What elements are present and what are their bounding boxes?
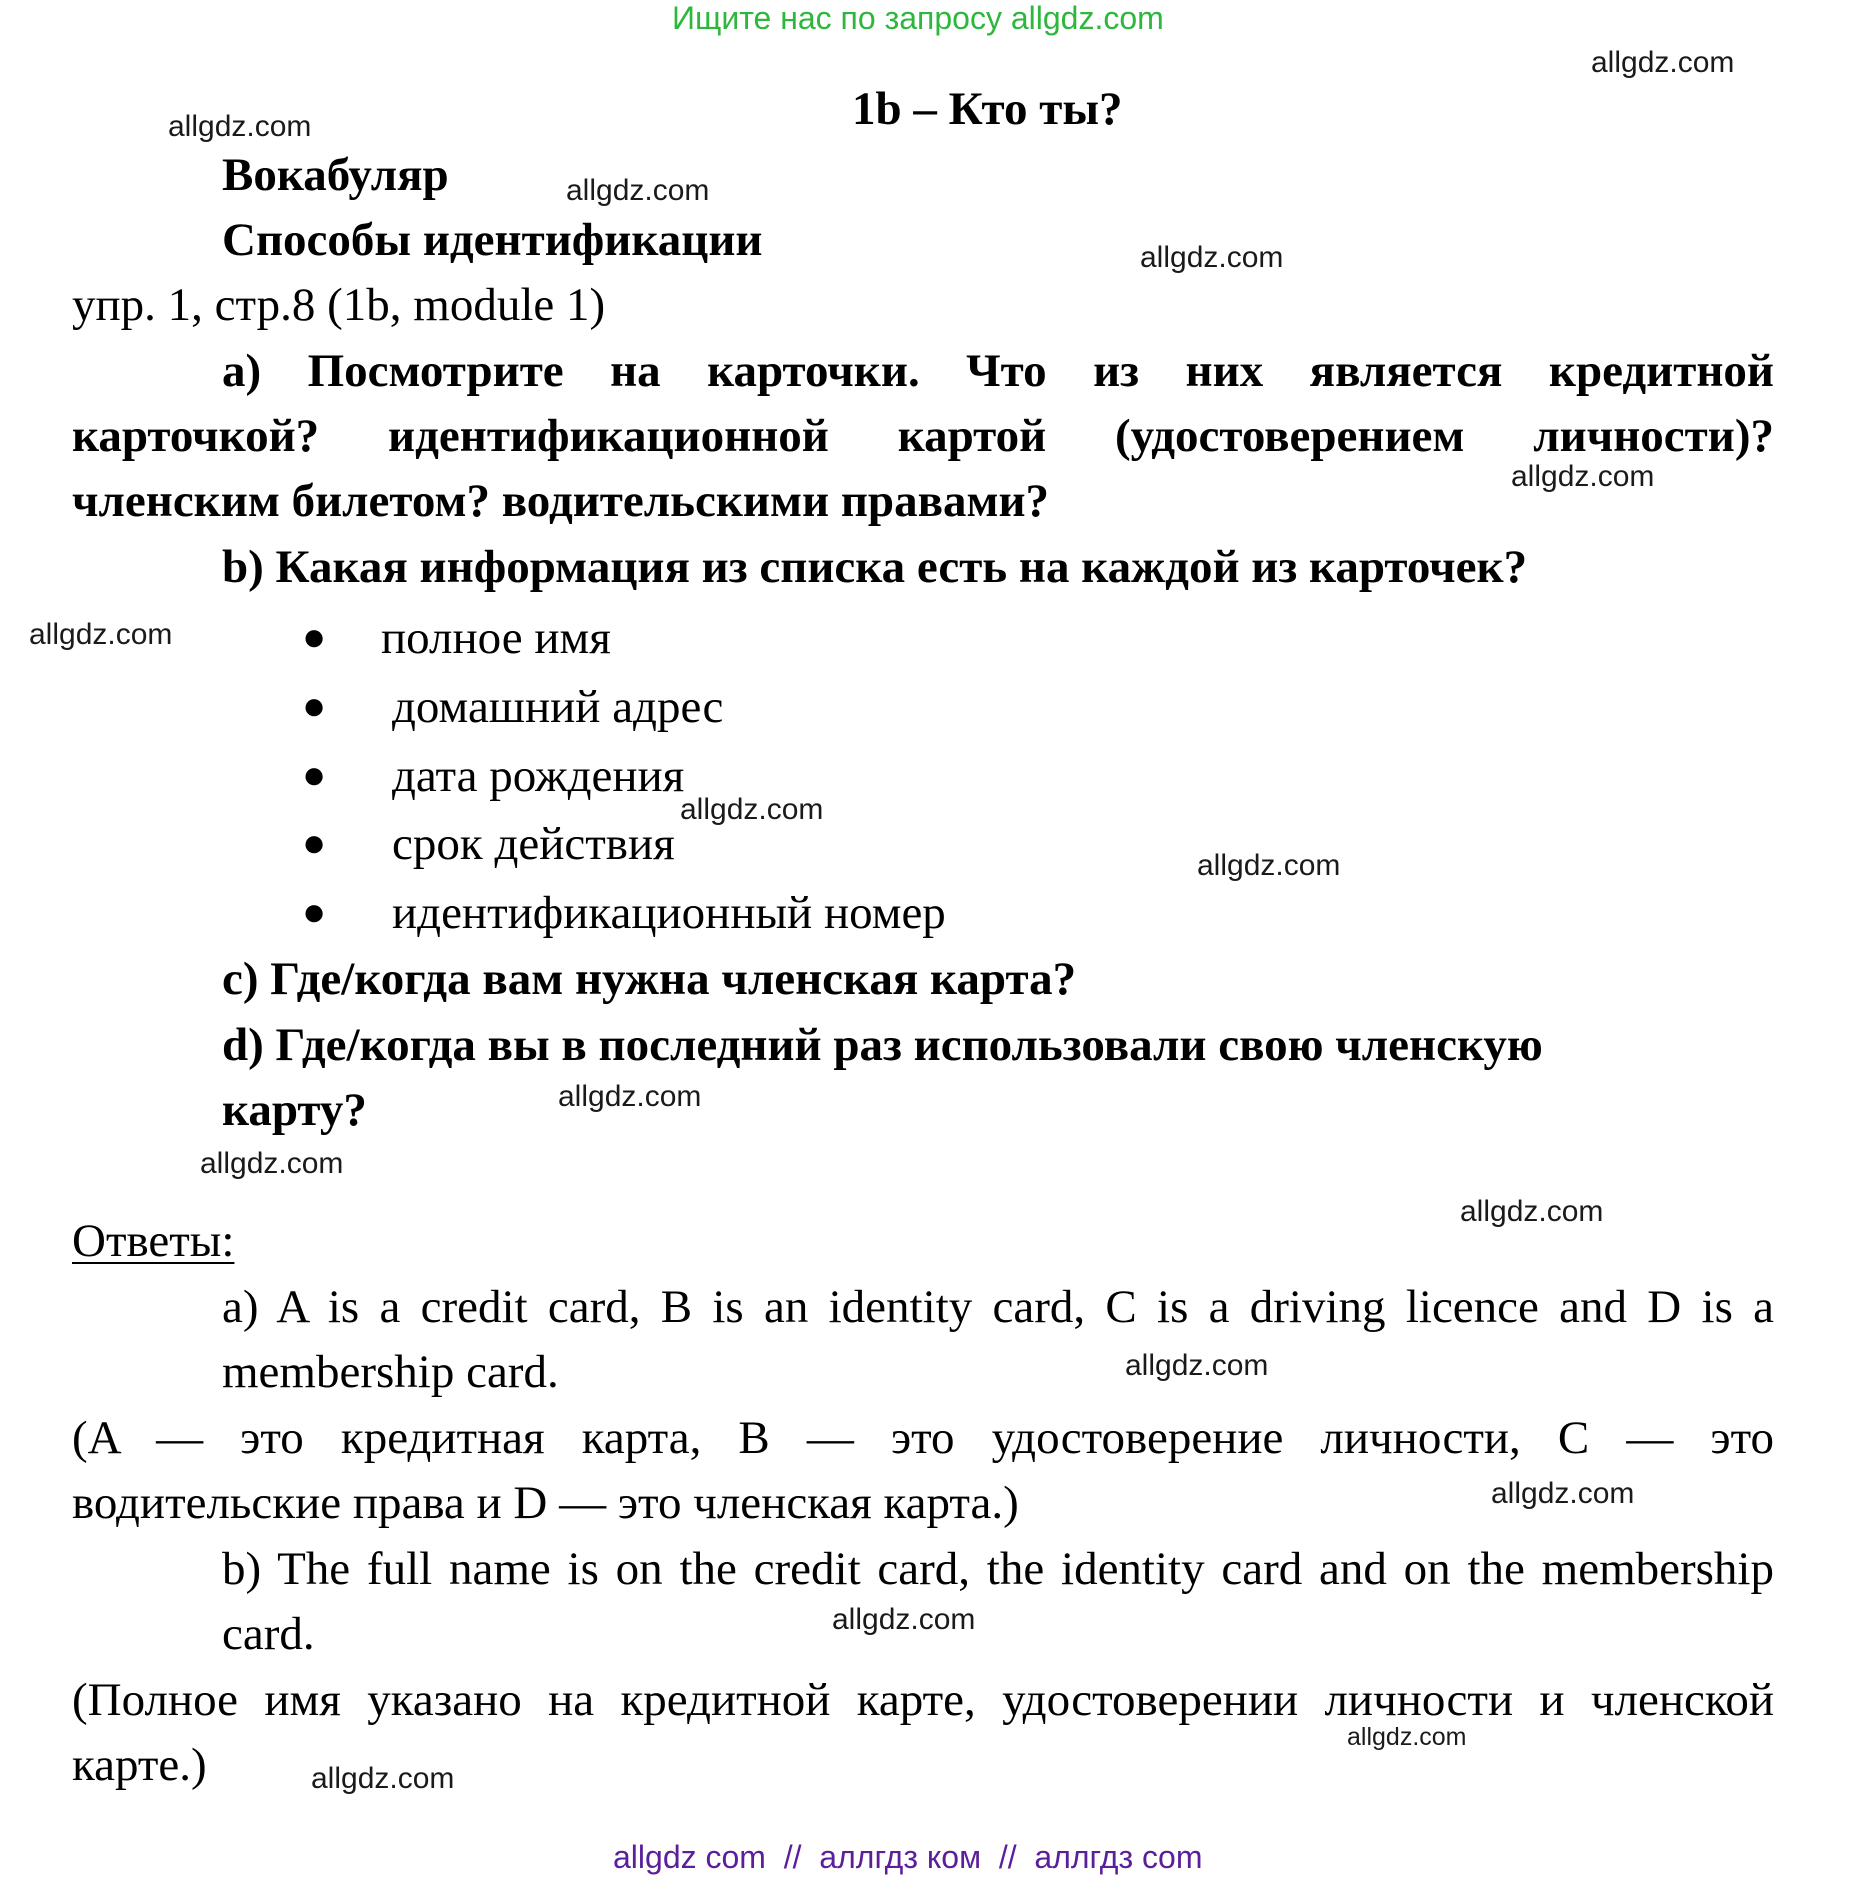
answers-heading: Ответы:	[72, 1215, 235, 1267]
question-c: c) Где/когда вам нужна членская карта?	[222, 953, 1077, 1005]
watermark: allgdz.com	[558, 1080, 702, 1113]
question-b: b) Какая информация из списка есть на каждой из карточек?	[222, 541, 1528, 593]
answer-a-ru-line2: водительские права и D — это членская карта.)	[72, 1477, 1019, 1529]
watermark: allgdz.com	[1491, 1477, 1635, 1510]
watermark: allgdz.com	[1197, 849, 1341, 882]
watermark: allgdz.com	[1347, 1723, 1467, 1751]
exercise-reference: упр. 1, стр.8 (1b, module 1)	[72, 279, 606, 331]
watermark: allgdz.com	[1125, 1349, 1269, 1382]
bullet-icon: ●	[302, 889, 327, 934]
answer-b-ru-line1: (Полное имя указано на кредитной карте, удостоверении личности и членской	[72, 1674, 1774, 1726]
bullet-icon: ●	[302, 683, 327, 728]
watermark: allgdz.com	[1591, 46, 1735, 79]
question-a-line3: членским билетом? водительскими правами?	[72, 475, 1050, 527]
bullet-icon: ●	[302, 614, 327, 659]
list-item: срок действия	[392, 818, 675, 870]
answer-b-ru-line2: карте.)	[72, 1739, 207, 1791]
question-a-line1: a) Посмотрите на карточки. Что из них является кредитной	[222, 345, 1774, 397]
watermark: allgdz.com	[29, 618, 173, 651]
watermark: allgdz.com	[168, 110, 312, 143]
watermark: allgdz.com	[1511, 460, 1655, 493]
top-banner: Ищите нас по запросу allgdz.com	[672, 0, 1164, 36]
watermark: allgdz.com	[1460, 1195, 1604, 1228]
vocab-subheading: Способы идентификации	[222, 214, 763, 266]
list-item: дата рождения	[392, 750, 685, 802]
watermark: allgdz.com	[311, 1762, 455, 1795]
answer-a-en-line2: membership card.	[222, 1346, 559, 1398]
list-item: идентификационный номер	[392, 887, 946, 939]
watermark: allgdz.com	[832, 1603, 976, 1636]
watermark: allgdz.com	[1140, 241, 1284, 274]
question-d-line1: d) Где/когда вы в последний раз использовали свою членскую	[222, 1019, 1543, 1071]
answer-a-en-line1: a) A is a credit card, B is an identity card, C is a driving licence and D is a	[222, 1281, 1774, 1333]
question-d-line2: карту?	[222, 1084, 367, 1136]
list-item: полное имя	[381, 612, 611, 664]
list-item: домашний адрес	[392, 681, 724, 733]
watermark: allgdz.com	[566, 174, 710, 207]
watermark: allgdz.com	[680, 793, 824, 826]
vocab-heading: Вокабуляр	[222, 149, 449, 201]
bottom-banner: allgdz com // аллгдз ком // аллгдз com	[613, 1839, 1203, 1875]
answer-b-en-line1: b) The full name is on the credit card, the identity card and on the membership	[222, 1543, 1774, 1595]
question-a-line2: карточкой? идентификационной картой (удостоверением личности)?	[72, 410, 1774, 462]
watermark: allgdz.com	[200, 1147, 344, 1180]
answer-b-en-line2: card.	[222, 1608, 315, 1660]
bullet-icon: ●	[302, 820, 327, 865]
answer-a-ru-line1: (A — это кредитная карта, B — это удостоверение личности, C — это	[72, 1412, 1774, 1464]
page-title: 1b – Кто ты?	[852, 83, 1123, 135]
bullet-icon: ●	[302, 752, 327, 797]
